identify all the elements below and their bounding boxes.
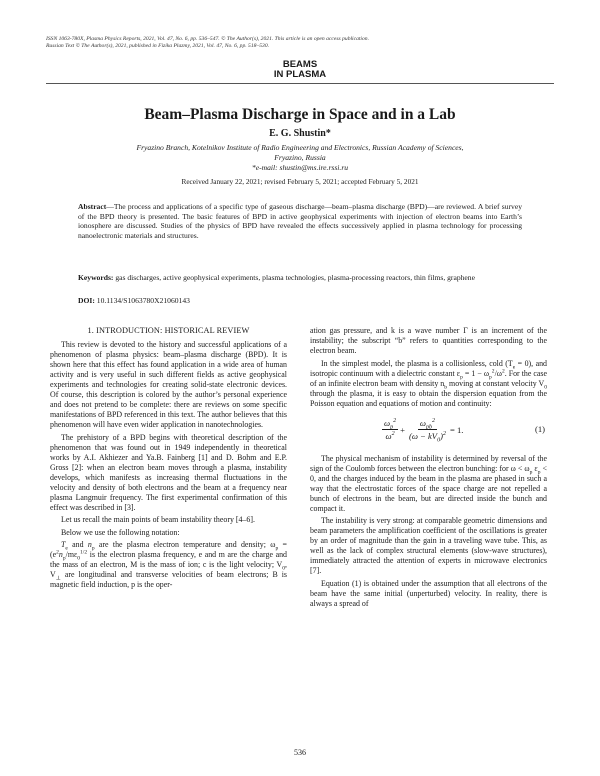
equation-number: (1): [534, 423, 545, 434]
author-email[interactable]: *e-mail: shustin@ms.ire.rssi.ru: [251, 163, 349, 172]
equation-fraction-1: $\frac{\omega_p^2}{\omega^2}$: [384, 418, 397, 442]
doi: [78, 296, 522, 306]
dispersion-equation: [310, 412, 547, 448]
left-column: [50, 326, 287, 593]
equation-fraction-2: $\frac{\omega_{pb}^2}{(\omega - kV_0)^2}$: [408, 418, 446, 444]
equation-plus: +: [400, 424, 405, 435]
doi-link[interactable]: 10.1134/S1063780X21060143: [94, 296, 190, 305]
left-paragraph-1: This review is devoted to the history and successful applications of a phenomenon of plasma physics: beam–plasma discharge (BPD). It is shown here that this effect has found application in a wide area of human activity and is very useful in such different fields as active geophysical experiments and technologies for creating solid-state electronic devices. Of course, this description is colored by the author’s personal experience and does not pretend to be complete: there are reviews on some specific manifestations of BPD referenced in this text. The author believes that this phenomenon will have even wider application in nanotechnologies.: [50, 340, 287, 429]
left-paragraph-3: Let us recall the main points of beam instability theory [4–6].: [61, 515, 255, 525]
keywords-text: gas discharges, active geophysical experiments, plasma technologies, plasma-processing reactors, thin films, graphene: [113, 273, 475, 282]
article-title: Beam–Plasma Discharge in Space and in a Lab: [144, 106, 456, 123]
affiliation-line-1: Fryazino Branch, Kotelnikov Institute of Radio Engineering and Electronics, Russian Academy of Sciences,: [136, 143, 464, 152]
section-label-line-1: BEAMS: [282, 59, 318, 70]
right-paragraph-4: The instability is very strong: at comparable geometric dimensions and beam parameters the amplification coefficient of the oscillations is greater by an order of magnitude than the gain in a traveling wave tube. This, as well as the lack of complex structural elements (slow-wave structures), immediately attracted the attention of experts in microwave electronics [7].: [310, 516, 547, 576]
right-paragraph-3: The physical mechanism of instability is determined by reversal of the sign of the Coulomb forces between the electron bunching: for $\omega < \omega_p$ $\varepsilon_p < 0$, and the charges induced by the beam in the plasma are phased in such a way that the electrostatic forces of the space charge are not repelled a bunch of electrons in the beam, but are directed inside the bunch and compact it.: [310, 453, 547, 513]
right-column: [310, 326, 547, 611]
left-paragraph-4: Below we use the following notation:: [61, 527, 180, 537]
journal-meta-line-2: Russian Text © The Author(s), 2021, published in Fizika Plazmy, 2021, Vol. 47, No. 6, pp. 518–530.: [46, 43, 270, 49]
section-heading: 1. INTRODUCTION: HISTORICAL REVIEW: [87, 326, 250, 335]
left-paragraph-5: $T_e$ and $n_p$ are the plasma electron temperature and density; $\omega_p = (e^2n_p/m\varepsilon_0^{1/2}$ is the electron plasma frequency, e and m are the charge and the mass of an electron, M is the mass of ion; c is the light velocity; $V_0$, $V_\perp$ are longitudinal and transverse velocities of beam electrons; B is magnetic field induction, p is the oper-: [50, 540, 288, 590]
abstract-label: Abstract: [78, 202, 107, 211]
keywords: [78, 273, 522, 283]
article-dates: Received January 22, 2021; revised February 5, 2021; accepted February 5, 2021: [181, 177, 419, 186]
journal-meta-line-1: ISSN 1063-780X, Plasma Physics Reports, 2021, Vol. 47, No. 6, pp. 536–547. © The Author(s), 2021. This article is an open access publication.: [46, 36, 369, 42]
equation-body: [380, 414, 463, 446]
abstract-text: —The process and applications of a specific type of gaseous discharge—beam–plasma discharge (BPD)—are reviewed. A brief survey of the BPD theory is presented. The basic features of BPD in active geophysical experiments with injection of electron beams into Earth’s ionosphere are discussed. Studies of the physics of BPD have revealed the effects successively applied in plasma technology for processing nanoelectronic materials and structures.: [78, 202, 522, 240]
doi-label: DOI:: [78, 296, 95, 305]
keywords-label: Keywords:: [78, 273, 114, 282]
right-paragraph-2: In the simplest model, the plasma is a collisionless, cold $(T_e = 0)$, and isotropic continuum with a dielectric constant $\varepsilon_p = 1 - \omega_p^2/\omega^2$. For the case of an infinite electron beam with density $n_b$ moving at constant velocity $V_0$ through the plasma, it is easy to obtain the dispersion equation from the Poisson equation and equations of motion and continuity:: [310, 358, 548, 408]
article-author: E. G. Shustin*: [269, 128, 331, 139]
section-label-line-2: IN PLASMA: [273, 69, 327, 80]
equation-rhs: = 1.: [449, 424, 464, 435]
left-paragraph-2: The prehistory of a BPD begins with theoretical description of the phenomenon that was found out in 1949 independently in theoretical works by A.I. Akhiezer and Ya.B. Fainberg [1] and D. Bohm and E.P. Gross [2]: when an electron beam moves through a plasma, instability develops, which manifests as increasing thermal fluctuations in the velocity and density of both electrons and the beam at a frequency near plasma Langmuir frequency. The first experimental confirmation of this effect was described in [3].: [50, 432, 287, 512]
right-paragraph-1: ation gas pressure, and k is a wave number Γ is an increment of the instability; the subscript “b” refers to quantities corresponding to the electron beam.: [310, 326, 547, 355]
affiliation-line-2: Fryazino, Russia: [274, 153, 326, 162]
abstract: [78, 202, 522, 240]
header-rule: [46, 83, 554, 84]
right-paragraph-5: Equation (1) is obtained under the assumption that all electrons of the beam have the same initial (unperturbed) velocity. In reality, there is always a spread of: [310, 578, 547, 608]
page-number: 536: [294, 748, 306, 757]
